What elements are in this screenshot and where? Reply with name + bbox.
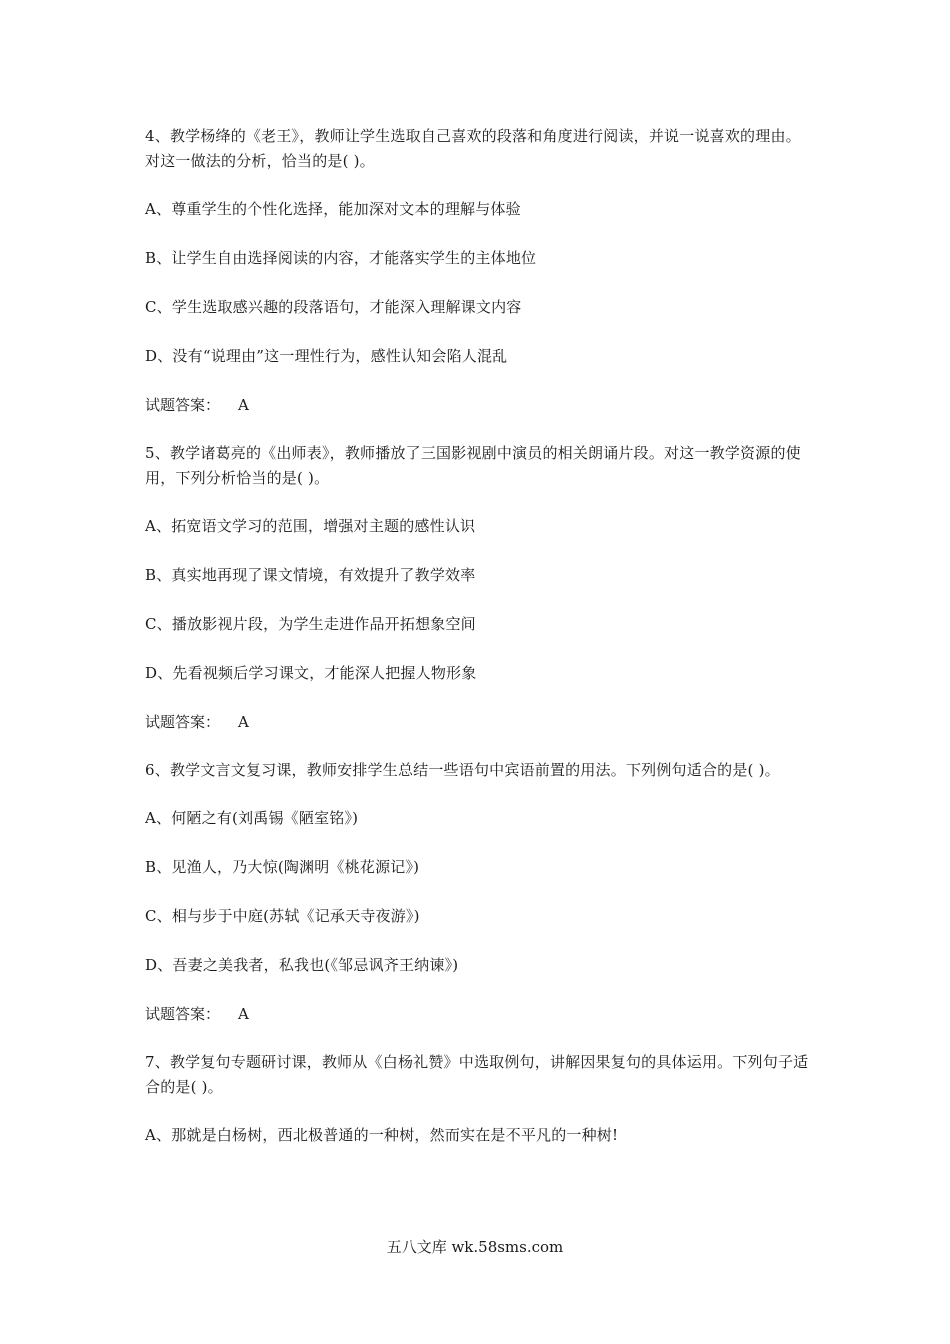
document-body xyxy=(145,124,809,1172)
option-c: C、播放影视片段，为学生走进作品开拓想象空间 xyxy=(145,615,476,633)
question-7 xyxy=(145,1050,809,1148)
option-a: A、那就是白杨树，西北极普通的一种树，然而实在是不平凡的一种树! xyxy=(145,1126,619,1144)
answer-line xyxy=(145,710,809,735)
answer-label: 试题答案： xyxy=(145,713,221,731)
question-4 xyxy=(145,124,809,418)
option-c: C、相与步于中庭(苏轼《记承天寺夜游》) xyxy=(145,907,420,925)
option-b: B、让学生自由选择阅读的内容，才能落实学生的主体地位 xyxy=(145,249,537,267)
option-d: D、没有“说理由”这一理性行为，感性认知会陷人混乱 xyxy=(145,347,508,365)
option-a: A、何陋之有(刘禹锡《陋室铭》) xyxy=(145,809,359,827)
answer-line xyxy=(145,393,809,418)
page-footer: 五八文库 wk.58sms.com xyxy=(386,1238,564,1256)
option-d: D、先看视频后学习课文，才能深人把握人物形象 xyxy=(145,664,477,682)
option-b: B、真实地再现了课文情境，有效提升了教学效率 xyxy=(145,566,476,584)
question-stem: 6、教学文言文复习课，教师安排学生总结一些语句中宾语前置的用法。下列例句适合的是( )。 xyxy=(145,761,780,779)
option-d: D、吾妻之美我者，私我也(《邹忌讽齐王纳谏》) xyxy=(145,956,459,974)
option-a: A、尊重学生的个性化选择，能加深对文本的理解与体验 xyxy=(145,200,521,218)
answer-value: A xyxy=(238,713,249,731)
answer-value: A xyxy=(238,1005,249,1023)
option-c: C、学生选取感兴趣的段落语句，才能深入理解课文内容 xyxy=(145,298,522,316)
question-stem: 7、教学复句专题研讨课，教师从《白杨礼赞》中选取例句，讲解因果复句的具体运用。下列句子适合的是( )。 xyxy=(145,1053,809,1096)
answer-label: 试题答案： xyxy=(145,1005,221,1023)
answer-line xyxy=(145,1002,809,1027)
question-stem: 4、教学杨绛的《老王》，教师让学生选取自己喜欢的段落和角度进行阅读，并说一说喜欢的理由。对这一做法的分析，恰当的是( )。 xyxy=(145,127,801,170)
question-5 xyxy=(145,441,809,735)
option-b: B、见渔人，乃大惊(陶渊明《桃花源记》) xyxy=(145,858,420,876)
question-stem: 5、教学诸葛亮的《出师表》，教师播放了三国影视剧中演员的相关朗诵片段。对这一教学资源的使用，下列分析恰当的是( )。 xyxy=(145,444,801,487)
answer-label: 试题答案： xyxy=(145,396,221,414)
option-a: A、拓宽语文学习的范围，增强对主题的感性认识 xyxy=(145,517,476,535)
question-6 xyxy=(145,758,809,1027)
answer-value: A xyxy=(238,396,249,414)
